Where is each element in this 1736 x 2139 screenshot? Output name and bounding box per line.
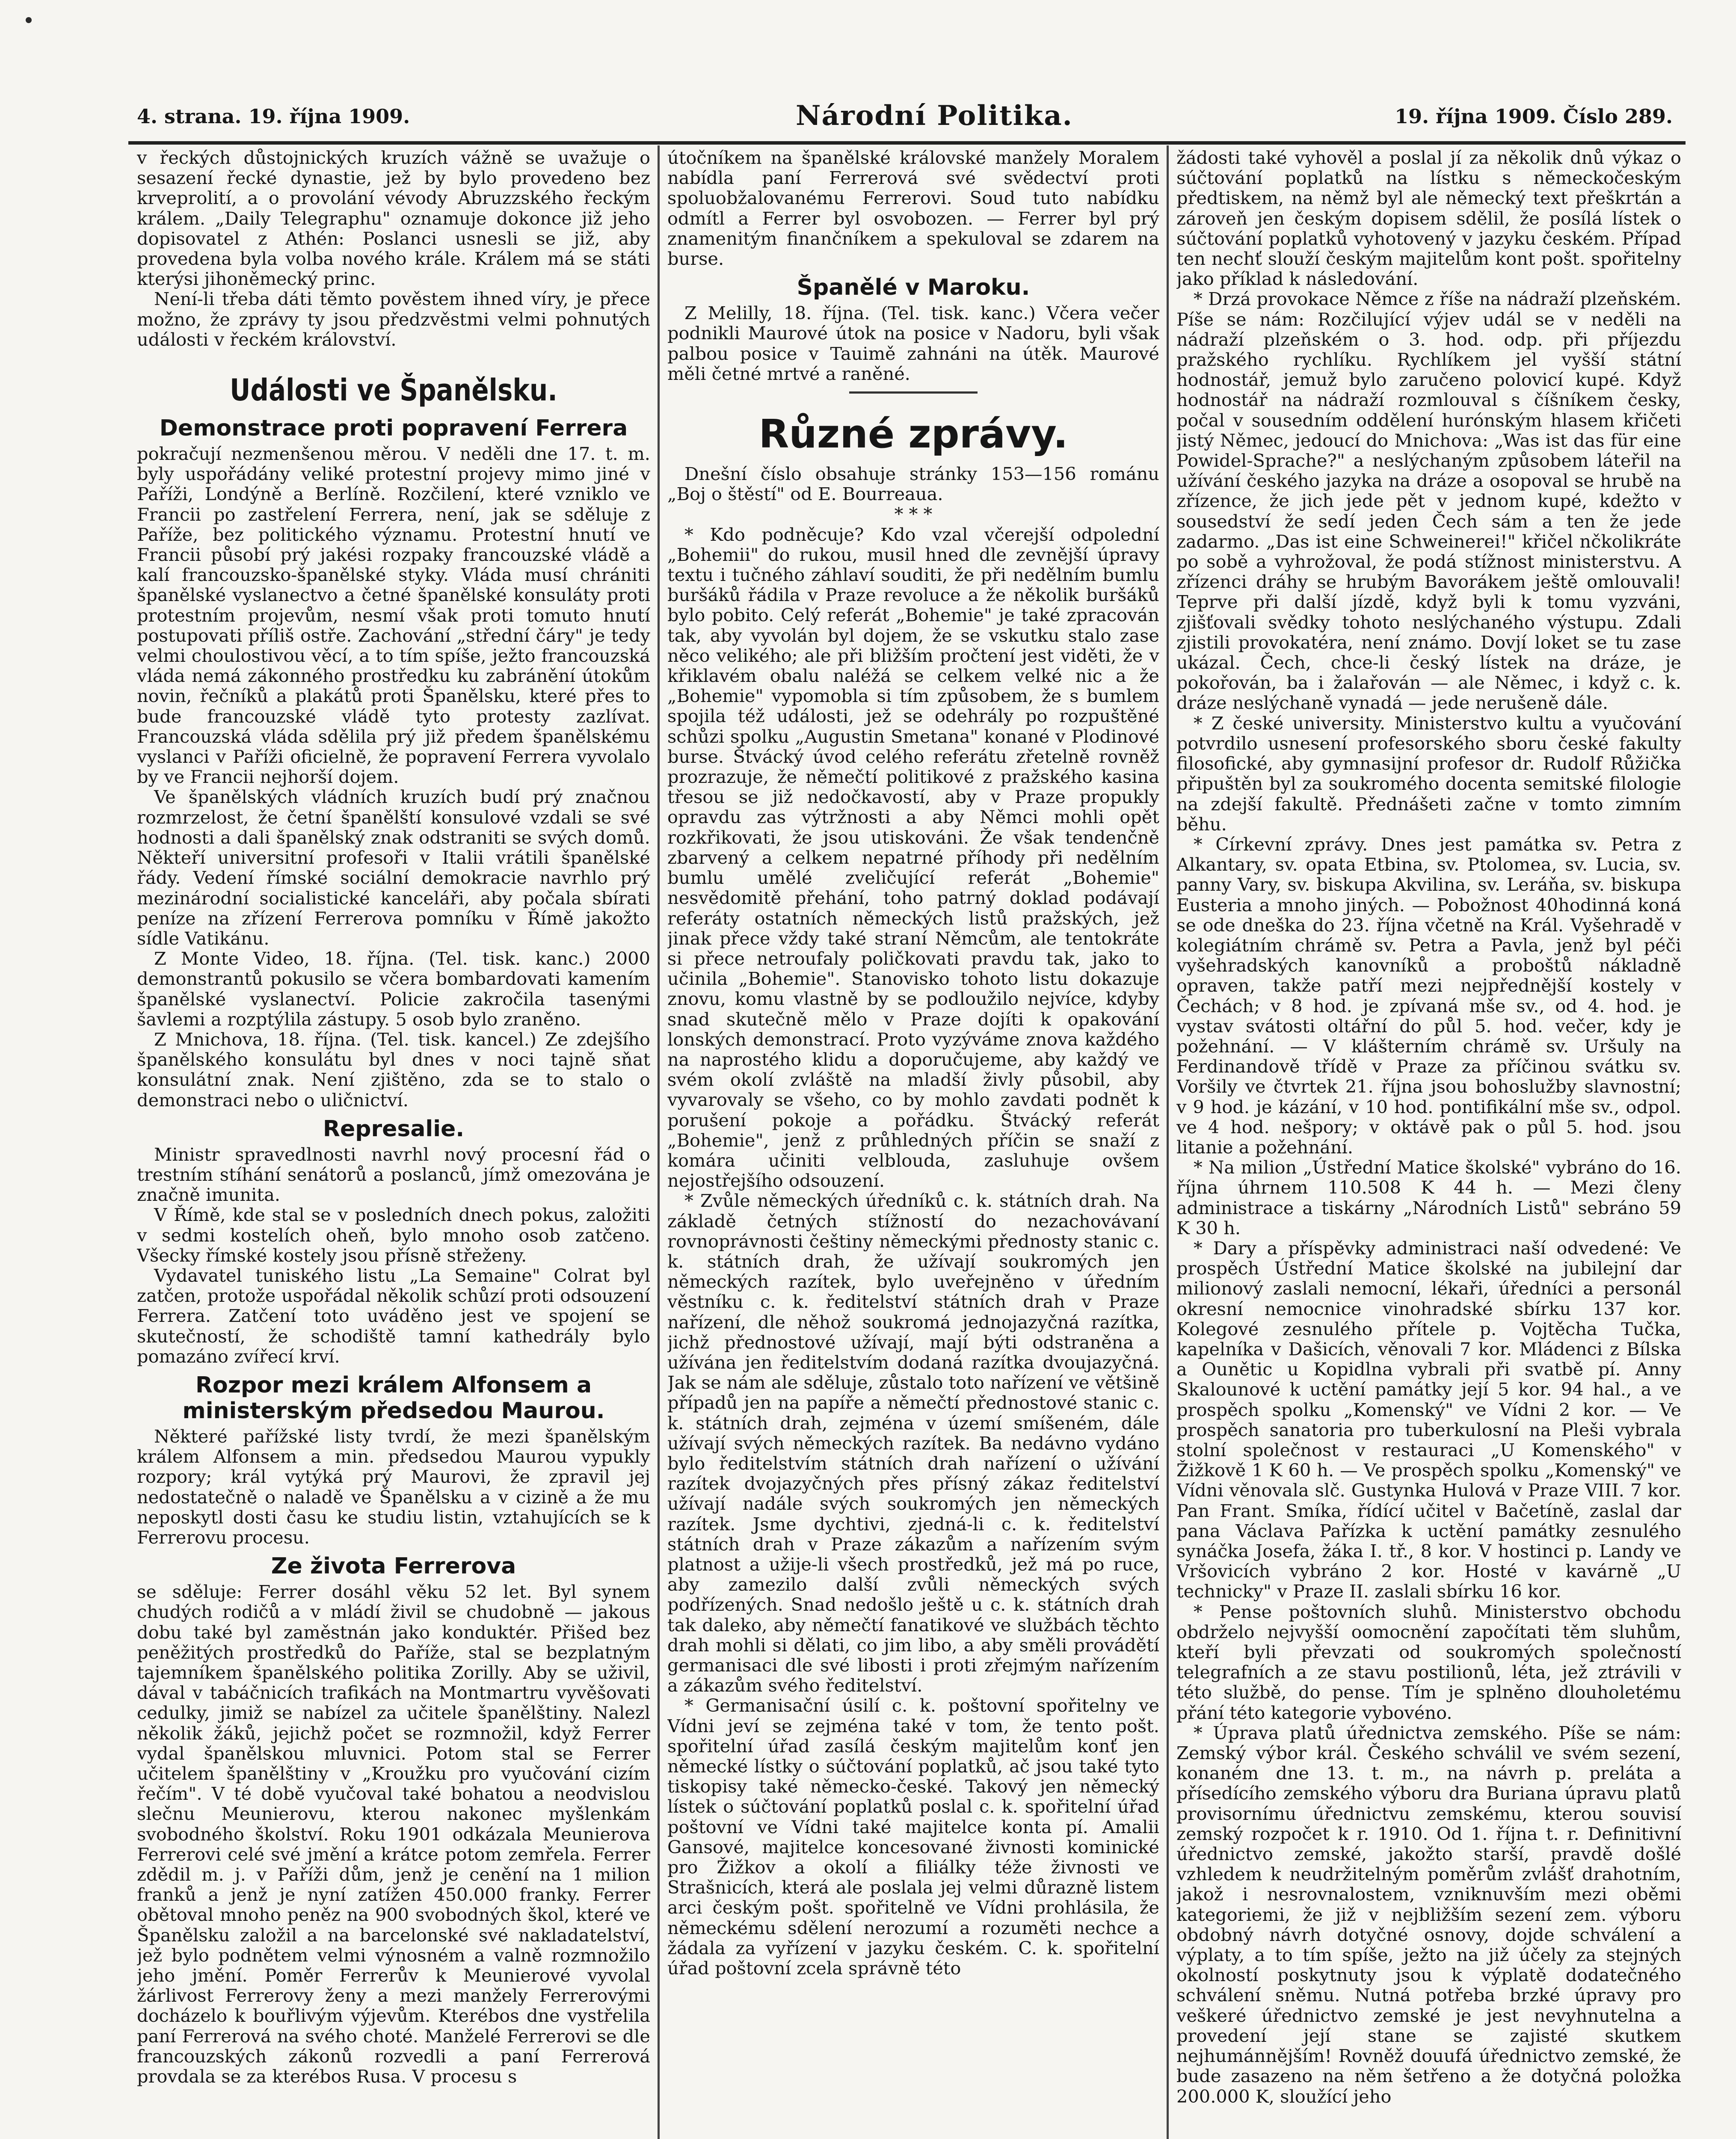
section-heading: Různé zprávy. <box>758 411 1068 457</box>
article-paragraph: * Kdo podněcuje? Kdo vzal včerejší odpolední „Bohemii" do rukou, musil hned dle zevnější úpravy textu i tučného záhlaví souditi, že při nedělním bumlu buršáků řádila v Praze revoluce a že několik buršáků bylo pobito. Celý referát „Bohemie" je také zpracován tak, aby vyvolán byl dojem, že se vskutku stalo zase něco velikého; ale při bližším pročtení jest viděti, že v křiklavém obalu naléžá se celkem velké nic a že „Bohemie" vypomobla si tím způsobem, že s bumlem spojila též události, jež se odehrály po rozpuštěné schůzi spolku „Augustin Smetana" konané v Plodinové burse. Štvácký úvod celého referátu zřetelně rovněž prozrazuje, že němečtí politikové z pražského kasina třesou se již nedočkavostí, aby v Praze propukly opravdu zas výtržnosti a aby Němci mohli opět rozkřikovati, že jsou utiskováni. Že však tendenčně zbarvený a celkem nepatrné příhody při nedělním bumlu umělé zveličující referát „Bohemie" nesvědomitě přehání, toho patrný doklad podávají referáty ostatních německých listů pražských, jež jinak přece vždy také straní Němcům, ale tentokráte si přece netroufaly poličkovati pravdu tak, jako to učinila „Bohemie". Stanovisko tohoto listu dokazuje znovu, komu vlastně by se podloužilo nejvíce, kdyby snad skutečně mělo v Praze dojíti k opakování lonských demonstrací. Proto vyzýváme znova každého na naprostého klidu a doporučujeme, aby každý ve svém okolí zvláště na mladší živly působil, aby vyvarovaly se všeho, co by mohlo zavdati podnět k porušení pokoje a pořádku. Štvácký referát „Bohemie", jenž z průhledných příčin se snaží z komára učiniti velblouda, zasluhuje ovšem nejostřejšího odsouzení. <box>667 524 1159 1191</box>
article-paragraph: Ministr spravedlnosti navrhl nový procesní řád o trestním stíhání senátorů a poslanců, jímž omezována je značně imunita. <box>137 1144 650 1206</box>
column-rule <box>658 145 660 2139</box>
article-paragraph: Z Monte Video, 18. října. (Tel. tisk. kanc.) 2000 demonstrantů pokusilo se včera bombardovati kamením španělské vyslanectví. Policie zakročila tasenými šavlemi a rozptýlila zástupy. 5 osob bylo zraněno. <box>137 948 650 1030</box>
article-paragraph: * Z české university. Ministerstvo kultu a vyučování potvrdilo usnesení profesorského sboru české fakulty filosofické, aby gymnasijní profesor dr. Rudolf Růžička připuštěn byl za soukromého docenta semitské filologie na zdejší fakultě. Přednášeti začne v tomto zimním běhu. <box>1176 712 1681 835</box>
article-paragraph: * Zvůle německých úředníků c. k. státních drah. Na základě četných stížností do nezachovávaní rovnoprávnosti češtiny německými přednosty stanic c. k. státních drah, že užívají soukromých jen německých razítek, bylo uveřejněno v úředním věstníku c. k. ředitelství státních drah v Praze nařízení, dle něhož soukromá jednojazyčná razítka, jichž přednostové užívají, mají býti odstraněna a užívána jen ředitelstvím dodaná razítka dvoujazyčná. Jak se nám ale sděluje, zůstalo toto nařízení ve většině případů jen na papíře a němečtí přednostové stanic c. k. státních drah, zejména v území smíšeném, dále užívají svých německých razítek. Ba nedávno vydáno bylo ředitelstvím státních drah nařízení o užívání razítek dvojazyčných přes přísný zákaz ředitelství užívají nadále svých soukromých jen německých razítek. Jsme dychtivi, zjedná-li c. k. ředitelství státních drah v Praze zákazům a nařízením svým platnost a užije-li všech prostředků, jež má po ruce, aby zamezilo další zvůli německých svých podřízených. Snad nedošlo ještě u c. k. státních drah tak daleko, aby němečtí fanatikové ve službách těchto drah mohli si dělati, co jim libo, a aby směli provádětí germanisaci dle své libosti i proti zřejmým nařízením a zákazům svého ředitelství. <box>667 1190 1159 1696</box>
article-heading: Demonstrace proti popravení Ferrera <box>159 415 628 441</box>
masthead-title: Národní Politika. <box>796 100 1073 132</box>
article-paragraph: útočníkem na španělské královské manžely Moralem nabídla paní Ferrerová své svědectví proti spoluobžalovanému Ferrerovi. Soud tuto nabídku odmítl a Ferrer byl osvobozen. — Ferrer byl prý znamenitým finančníkem a spekuloval se zdarem na burse. <box>667 148 1159 270</box>
print-speck <box>26 17 32 23</box>
column-2 <box>667 148 1159 2139</box>
page-header <box>128 100 1686 135</box>
article-paragraph: * Germanisační úsilí c. k. poštovní spořitelny ve Vídni jeví se zejména také v tom, že tento pošt. spořitelní úřad zasílá českým majitelům konť jen německé lístky o súčtování poplatků, ač jsou také tyto tiskopisy také německo-české. Takový jen německý lístek o súčtování poplatků poslal c. k. spořitelní úřad poštovní ve Vídni také majitelce konta pí. Amalii Gansové, majitelce koncesované živnosti kominické pro Žižkov a okolí a filiálky téže živnosti ve Strašnicích, která ale poslala jej velmi důrazně listem arci českým pošt. spořitelně ve Vídni prohlásila, že německému sdělení nerozumí a rozuměti nechce a žádala za vyřízení v jazyku českém. C. k. spořitelní úřad poštovní zcela správně této <box>667 1695 1159 1979</box>
article-paragraph: Některé pařížské listy tvrdí, že mezi španělským králem Alfonsem a min. předsedou Maurou vypukly rozpory; král vytýká prý Maurovi, že zpravil jej nedostatečně o naladě ve Španělsku a v cizině a že mu neposkytl dosti času ke studiu listin, vztahujících se k Ferrerovu procesu. <box>137 1425 650 1548</box>
header-page-date: 4. strana. 19. října 1909. <box>137 105 410 128</box>
article-paragraph: Dnešní číslo obsahuje stránky 153—156 románu „Boj o štěstí" od E. Bourreaua. <box>667 463 1159 505</box>
article-paragraph: * Dary a příspěvky administraci naší odvedené: Ve prospěch Ústřední Matice školské na jubilejní dar milionový zaslali nemocní, lékaři, úředníci a personál okresní nemocnice vinohradské sbírku 137 kor. Kolegové zesnulého přítele p. Vojtěcha Tučka, kapelníka v Dašicích, věnovali 7 kor. Mládenci z Bílska a Ounětic u Kopidlna vybrali při svatbě pí. Anny Skalounové k uctění památky její 5 kor. 94 hal., a ve prospěch spolku „Komenský" ve Vídni 2 kor. — Ve prospěch sanatoria pro tuberkulosní na Pleši vybrala stolní společnost v restauraci „U Komenského" v Žižkově 1 K 60 h. — Ve prospěch spolku „Komenský" ve Vídni věnovala slč. Gustynka Hulová v Praze VIII. 7 kor. Pan Frant. Smíka, řídící učitel v Bačetíně, zaslal dar pana Václava Pařízka k uctění památky zesnulého synáčka Josefa, žáka I. tř., 8 kor. V hostinci p. Landy ve Vršovicích vybráno 2 kor. Hosté v kavárně „U technicky" v Praze II. zaslali sbírku 16 kor. <box>1176 1237 1681 1602</box>
article-heading: Represalie. <box>323 1116 465 1142</box>
article-paragraph: pokračují nezmenšenou měrou. V neděli dne 17. t. m. byly uspořádány veliké protestní projevy mimo jiné v Paříži, Londýně a Berlíně. Rozčilení, které vzniklo ve Francii po zastřelení Ferrera, není, jak se sděluje z Paříže, bez politického významu. Protestní hnutí ve Francii působí prý jakési rozpaky francouzské vládě a kalí francouzsko-španělské styky. Vláda musí chrániti španělské vyslanectvo a četné španělské konsuláty proti protestním projevům, nesmí však proti tomuto hnutí postupovati příliš ostře. Zachování „střední čáry" je tedy velmi choulostivou věcí, a to tím spíše, ježto francouzská vláda nemá zákonného prostředku ku zabránění útokům novin, řečníků a plakátů proti Španělsku, které přes to bude francouzské vládě tyto protesty zazlívat. Francouzská vláda sdělila prý již předem španělskému vyslanci v Paříži oficielně, že popravení Ferrera vyvolalo by ve Francii nejhorší dojem. <box>137 443 650 788</box>
header-rule <box>128 141 1686 145</box>
article-heading: Rozpor mezi králem Alfonsem a ministerským předsedou Maurou. <box>182 1372 605 1424</box>
column-3 <box>1176 148 1681 2139</box>
article-paragraph: * Drzá provokace Němce z říše na nádraží plzeňském. Píše se nám: Rozčilující výjev udál se v neděli na nádraží plzeňském o 3. hod. odp. při příjezdu pražského rychlíku. Rychlíkem jel vyšší státní hodnostář, jemuž bylo zaručeno polovicí kupé. Když hodnostář na nádraží rozmlouval s číšníkem česky, počal v sousedním oddělení hurónským hlasem křičeti jistý Němec, jedoucí do Mnichova: „Was ist das für eine Powidel-Sprache?" a neslýchaným způsobem láteřil na užívání českého jazyka na dráze a osopoval se hrubě na zřízence, že jich jede pět v jednom kupé, kdežto v sousedství že sedí jeden Čech sám a ten že jede zadarmo. „Das ist eine Schweinerei!" křičel nčkolikráte po sobě a vyhrožoval, že podá stížnost ministerstvu. A zřízenci dráhy se hrubým Bavorákem ještě omlouvali! Teprve při další jízdě, když byli k tomu vyzváni, zjišťovali svědky tohoto neslýchaného výstupu. Zdali zjistili provokatéra, není známo. Dovjí loket se tu zase ukázal. Čech, chce-li český lístek na dráze, je pokořován, ba i žalařován — ale Němec, i když c. k. dráze neslýchaně vynadá — jede nerušeně dále. <box>1176 288 1681 714</box>
article-paragraph: Z Mnichova, 18. října. (Tel. tisk. kancel.) Ze zdejšího španělského konsulátu byl dnes v noci tajně sňat konsulátní znak. Není zjištěno, zda se to stalo o demonstraci nebo o uličnictví. <box>137 1028 650 1111</box>
article-paragraph: žádosti také vyhověl a poslal jí za několik dnů výkaz o súčtování poplatků na lístku s německočeským předtiskem, na němž byl ale německý text přeškrtán a zároveň jen českým dopisem sdělil, že posílá lístek o súčtování poplatků vyhotovený v jazyku českém. Případ ten nechť slouží českým majitelům kont pošt. spořitelny jako příklad k následování. <box>1176 148 1681 290</box>
article-paragraph: * Pense poštovních sluhů. Ministerstvo obchodu obdrželo nejvyšší oomocnění započítati těm sluhům, kteří byli převzati od soukromých společností telegrafních a ze stavu postilionů, léta, jež ztrávili v této službě, do pense. Tím je splněno dlouholetému přání této kategorie vybovéno. <box>1176 1601 1681 1723</box>
article-paragraph: Vydavatel tuniského listu „La Semaine" Colrat byl zatčen, protože uspořádal několik schůzí proti odsouzení Ferrera. Zatčení toto uváděno jest ve spojení se skutečností, že schodiště tamní kathedrály bylo pomazáno zvířecí krví. <box>137 1265 650 1367</box>
article-heading: Španělé v Maroku. <box>797 275 1030 301</box>
article-paragraph: se sděluje: Ferrer dosáhl věku 52 let. Byl synem chudých rodičů a v mládí živil se chudobně — jakous dobu také byl zaměstnán jako konduktér. Přišed bez peněžitých prostředků do Paříže, stal se bezplatným tajemníkem španělského politika Zorilly. Aby se uživil, dával v tabáčnicích trafikách na Montmartru vyvěšovati cedulky, jimiž se nabízel za učitele španělštiny. Nalezl několik žáků, jejichž počet se rozmnožil, když Ferrer vydal španělskou mluvnici. Potom stal se Ferrer učitelem španělštiny v „Kroužku pro vyučování cizím řečím". V té době vyučoval také bohatou a neodvislou slečnu Meunierovu, kterou nakonec myšlenkám svobodného školství. Roku 1901 odkázala Meunierova Ferrerovi celé své jmění a krátce potom zemřela. Ferrer zdědil m. j. v Paříži dům, jenž je cenění na 1 milion franků a jenž je nyní zatížen 450.000 franky. Ferrer obětoval mnoho peněz na 900 svobodných škol, které ve Španělsku založil a na barcelonské své nakladatelství, jež bylo podnětem velmi výnosném a valně rozmnožilo jeho jmění. Poměr Ferrerův k Meunierové vyvolal žárlivost Ferrerovy ženy a mezi manžely Ferrerovými docházelo k bouřlivým výjevům. Kterébos dne vystřelila paní Ferrerová na svého choté. Manželé Ferrerovi se dle francouzských zákonů rozvedli a paní Ferrerová provdala se za kterébos Rusa. V procesu s <box>137 1581 650 2087</box>
article-paragraph: Není-li třeba dáti těmto pověstem ihned víry, je přece možno, že zprávy ty jsou předzvěstmi velmi pohnutých události v řeckém království. <box>137 288 650 350</box>
header-issue-number: 19. října 1909. Číslo 289. <box>1395 105 1673 128</box>
article-paragraph: * Církevní zprávy. Dnes jest památka sv. Petra z Alkantary, sv. opata Etbina, sv. Ptolomea, sv. Lucia, sv. panny Vary, sv. biskupa Akvilina, sv. Leráňa, sv. biskupa Eusteria a mnoho jiných. — Pobožnost 40hodinná koná se ode dneška do 23. října včetně na Král. Vyšehradě v kolegiátním chrámě sv. Petra a Pavla, jenž byl péči vyšehradských kanovníků a proboštů nákladně opraven, takže patří mezi nejpřednější kostely v Čechách; v 8 hod. je zpívaná mše sv., od 4. hod. je vystav svátosti oltářní do půl 5. hod. večer, kdy je požehnání. — V klášterním chrámě sv. Uršuly na Ferdinandově třídě v Praze za příčinou svátku sv. Voršily ve čtvrtek 21. října jsou bohoslužby slavnostní; v 9 hod. je kázání, v 10 hod. pontifikální mše sv., odpol. ve 4 hod. nešpory; v oktávě pak o půl 5. hod. jsou litanie a požehnání. <box>1176 833 1681 1158</box>
article-paragraph: V Římě, kde stal se v posledních dnech pokus, založiti v sedmi kostelích oheň, bylo mnoho osob zatčeno. Všecky římské kostely jsou přísně střeženy. <box>137 1204 650 1266</box>
article-heading: Ze života Ferrerova <box>271 1553 516 1579</box>
section-divider <box>849 391 978 394</box>
column-1 <box>137 148 650 2139</box>
section-heading: Události ve Španělsku. <box>230 373 557 408</box>
article-paragraph: * Na milion „Ústřední Matice školské" vybráno do 16. října úhrnem 110.508 K 44 h. — Mezi členy administrace a tiskárny „Národních Listů" sebráno 59 K 30 h. <box>1176 1157 1681 1238</box>
column-rule <box>1167 145 1169 2139</box>
article-paragraph: v řeckých důstojnických kruzích vážně se uvažuje o sesazení řecké dynastie, jež by bylo provedeno bez krveprolití, a o provolání vévody Abruzzského řeckým králem. „Daily Telegraphu" oznamuje dokonce již jeho dopisovatel z Athén: Poslanci usnesli se již, aby provedena byla volba nového krále. Králem má se státi kterýsi jihoněmecký princ. <box>137 148 650 290</box>
article-paragraph: Z Melilly, 18. října. (Tel. tisk. kanc.) Včera večer podnikli Maurové útok na posice v Nadoru, byli však palbou posice v Tauimě zahnáni na útěk. Maurové měli četné mrtvé a raněné. <box>667 302 1159 384</box>
article-paragraph: * Úprava platů úřednictva zemského. Píše se nám: Zemský výbor král. Českého schválil ve svém sezení, konaném dne 13. t. m., na návrh p. preláta a přísedícího zemského výboru dra Buriana úpravu platů provisornímu úřednictvu zemskému, kterou souvisí zemský rozpočet k r. 1910. Od 1. října t. r. Definitivní úřednictvo zemské, jakožto starší, pravdě došlé vzhledem k neudržitelným poměrům zvlášť drahotním, jakož i nesrovnalostem, vzniknuvším mezi oběmi kategoriemi, že již v nejbližším sezení zem. výboru obdobný návrh dotyčné osnovy, dojde schválení a výplaty, a to tím spíše, ježto na již účely za stejných okolností poskytnuty jsou k výplatě dodatečného schválení sněmu. Nutná potřeba brzké úpravy pro veškeré úřednictvo zemské je jest nevyhnutelna a provedení její stane se zajisté skutkem nejhumánnějším! Rovněž douufá úřednictvo zemské, že bude zasazeno na něm šetřeno a že dotyčná položka 200.000 K, sloužící jeho <box>1176 1722 1681 2107</box>
separator-stars: * * * <box>894 504 933 525</box>
article-paragraph: Ve španělských vládních kruzích budí prý značnou rozmrzelost, že četní španělští konsulové vzdali se své hodnosti a dali španělský znak odstraniti se svých domů. Někteří universitní profesoři v Italii vrátili španělské řády. Vedení římské sociální demokracie navrhlo prý mezinárodní socialistické kanceláři, aby počala sbírati peníze na zřízení Ferrerova pomníku v Římě jakožto sídle Vatikánu. <box>137 786 650 949</box>
